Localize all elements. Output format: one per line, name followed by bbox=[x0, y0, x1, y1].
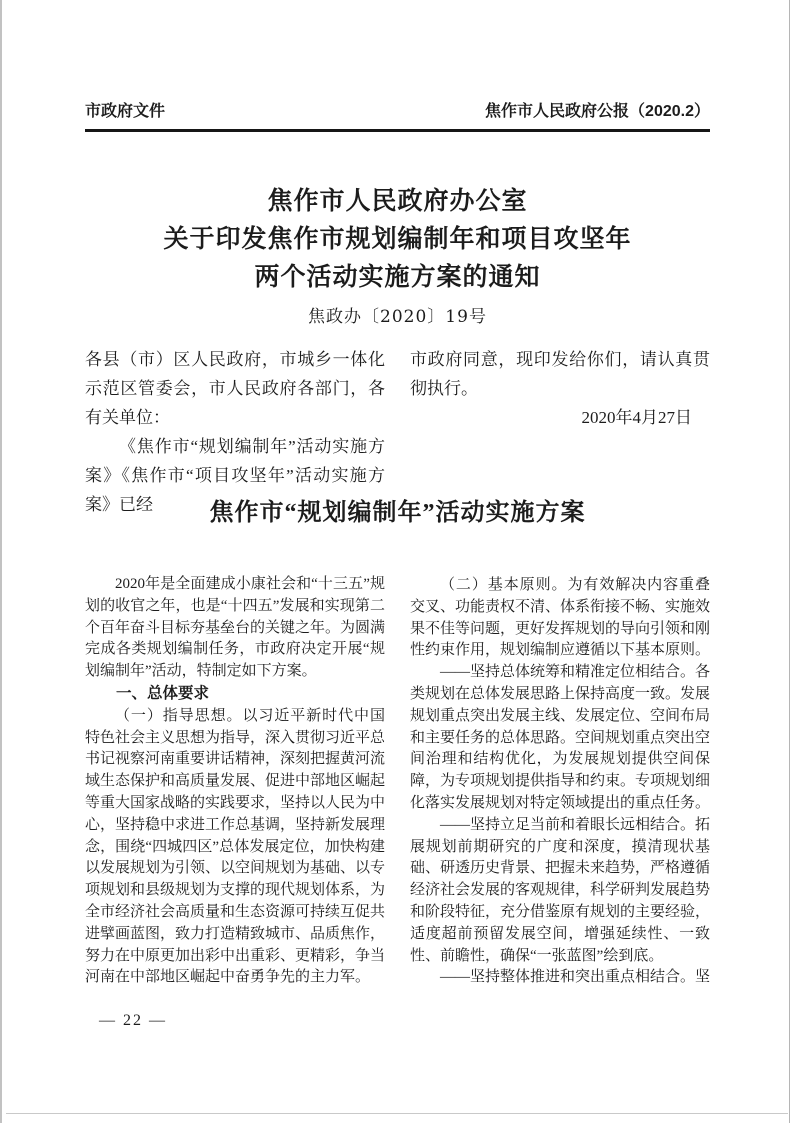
plan-intro-paragraph: 2020年是全面建成小康社会和“十三五”规划的收官之年，也是“十四五”发展和实现第二个百年奋斗目标夯基垒台的关键之年。为圆满完成各类规划编制任务，市政府决定开展“规划编制年”活动，特制定如下方案。 bbox=[85, 576, 386, 680]
plan-basic-principles-paragraph bbox=[410, 574, 710, 662]
plan-heading-overall-requirements: 一、总体要求 bbox=[116, 684, 210, 702]
notice-addressees: 各县（市）区人民政府，市城乡一体化示范区管委会，市人民政府各部门，各有关单位： bbox=[85, 350, 385, 427]
page-number: — 22 — bbox=[99, 1012, 167, 1029]
plan-left-column bbox=[85, 574, 385, 989]
plan-guiding-ideology-lead: （一）指导思想。 bbox=[115, 705, 243, 724]
plan-principle-current-and-longterm: ——坚持立足当前和着眼长远相结合。拓展规划前期研究的广度和深度，摸清现状基础、研透历史背景、把握未来趋势，严格遵循经济社会发展的客观规律，科学研判发展趋势和阶段特征，充分借鉴原有规划的主要经验，适度超前预留发展空间，增强延续性、一致性、前瞻性，确保“一张蓝图”绘到底。 bbox=[410, 816, 711, 964]
notice-title bbox=[85, 183, 710, 297]
plan-title: 焦作市“规划编制年”活动实施方案 bbox=[209, 500, 586, 526]
plan-guiding-ideology-text: 以习近平新时代中国特色社会主义思想为指导，深入贯彻习近平总书记视察河南重要讲话精神，深刻把握黄河流域生态保护和高质量发展、促进中部地区崛起等重大国家战略的实践要求，坚持以人民为中心，坚持稳中求进工作总基调，坚持新发展理念，围绕“四城四区”总体发展定位，加快构建以发展规划为引领、以空间规划为基础、以专项规划和县级规划为支撑的现代规划体系，为全市经济社会高质量和生态资源可持续互促共进擘画蓝图，致力打造精致城市、品质焦作，努力在中原更加出彩中出重彩、更精彩，争当河南在中部地区崛起中奋勇争先的主力军。 bbox=[85, 707, 386, 986]
notice-body-text-left: 《焦作市“规划编制年”活动实施方案》《焦作市“项目攻坚年”活动实施方案》已经 bbox=[85, 437, 385, 514]
running-head-section-label: 市政府文件 bbox=[85, 103, 166, 120]
plan-basic-principles-lead: （二）基本原则。 bbox=[440, 575, 568, 593]
scan-edge-right bbox=[789, 0, 790, 1123]
running-head bbox=[85, 102, 710, 122]
notice-date: 2020年4月27日 bbox=[581, 408, 692, 427]
plan-principle-overall-coordination: ——坚持总体统筹和精准定位相结合。各类规划在总体发展思路上保持高度一致。发展规划重点突出发展主线、发展定位、空间布局和主要任务的总体思路。空间规划重点突出空间治理和结构优化，为发展规划提供空间保障，为专项规划提供指导和约束。专项规划细化落实发展规划对特定领域提出的重点任务。 bbox=[410, 664, 711, 811]
plan-guiding-ideology-paragraph bbox=[85, 705, 385, 989]
notice-title-line-3: 两个活动实施方案的通知 bbox=[254, 264, 541, 291]
plan-principle-holistic-and-key-points: ——坚持整体推进和突出重点相结合。坚 bbox=[440, 969, 711, 986]
running-head-gazette-title: 焦作市人民政府公报（2020.2） bbox=[485, 103, 710, 120]
plan-right-column bbox=[410, 574, 710, 989]
header-rule bbox=[85, 129, 710, 132]
plan-basic-principles-text: 为有效解决内容重叠交叉、功能责权不清、体系衔接不畅、实施效果不佳等问题，更好发挥规划的导向引领和刚性约束作用，规划编制应遵循以下基本原则。 bbox=[410, 577, 711, 659]
notice-title-line-1: 焦作市人民政府办公室 bbox=[267, 188, 528, 215]
notice-body-text-right: 市政府同意，现印发给你们，请认真贯彻执行。 bbox=[410, 350, 710, 398]
document-number: 焦政办〔2020〕19号 bbox=[308, 307, 487, 327]
scan-edge-left bbox=[0, 0, 2, 1123]
plan-body bbox=[85, 574, 710, 989]
scan-edge-bottom bbox=[6, 1113, 788, 1114]
notice-title-line-2: 关于印发焦作市规划编制年和项目攻坚年 bbox=[163, 226, 632, 253]
